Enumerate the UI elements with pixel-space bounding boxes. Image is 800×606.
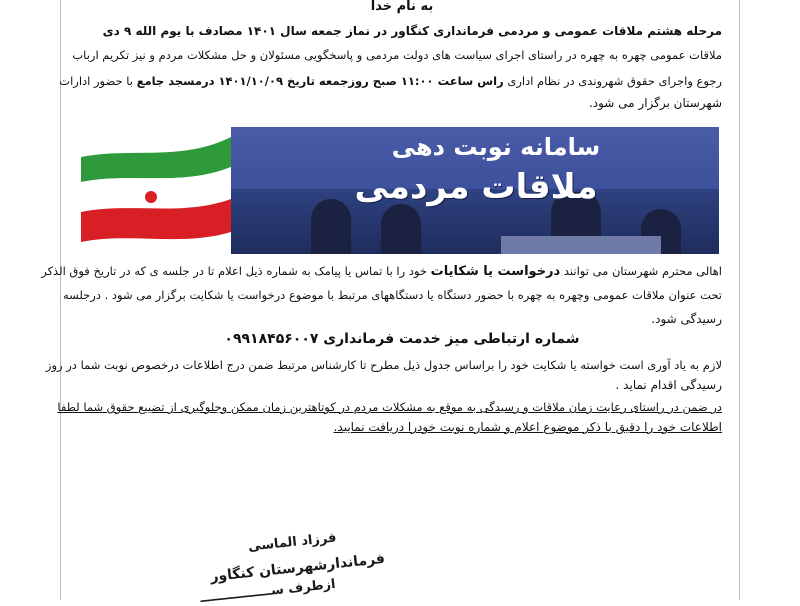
signature-position: فرماندارشهرستان کنگاور <box>209 550 386 586</box>
intro-line-4: شهرستان برگزار می شود. <box>588 96 722 110</box>
reminder-line-2: رسیدگی اقدام نماید . <box>615 378 722 392</box>
person-silhouette <box>381 204 421 254</box>
closing-line-1: در ضمن در راستای رعایت زمان ملاقات و رسیدگی به موقع به مشکلات مردم در کوتاهترین زمان ممکن وجلوگیری از تضییع حقوق شما لطفا <box>57 400 722 414</box>
notice-line-3: رسیدگی شود. <box>651 312 722 326</box>
notice-line-2: تحت عنوان ملاقات عمومی وچهره به چهره با حضور دستگاه یا دستگاههای مرتبط با موضوع درخواست یا شکایت برگزار می شود . درجلسه <box>62 288 722 302</box>
request-complaint-text: درخواست یا شکایات <box>430 264 561 279</box>
intro-line-2: ملاقات عمومی چهره به چهره در راستای اجرای سیاست های دولت مردمی و پاسخگویی مسئولان و حل مشکلات مردم و نیز تکریم ارباب <box>72 48 722 62</box>
closing-line-2: اطلاعات خود را دقیق با ذکر موضوع اعلام و شماره نوبت خودرا دریافت نمایید. <box>333 420 722 434</box>
event-time-location: راس ساعت ۱۱:۰۰ صبح روزجمعه تاریخ ۱۴۰۱/۱۰/۰۹ درمسجد جامع <box>136 74 504 88</box>
intro-line-3-part-c: با حضور ادارات <box>59 74 133 88</box>
intro-line-3 <box>59 72 722 90</box>
notice-line-1-part-a: اهالی محترم شهرستان می توانند <box>563 264 722 278</box>
person-silhouette <box>311 199 351 254</box>
banner-title: ملاقات مردمی <box>354 167 598 207</box>
notice-line-1-part-c: خود را با تماس یا پیامک به شماره ذیل اعلام تا در جلسه ی که در تاریخ فوق الذکر <box>41 264 428 278</box>
right-border-line <box>739 0 740 600</box>
notice-line-1 <box>41 262 722 281</box>
appointment-system-banner <box>81 127 719 254</box>
iran-flag-icon <box>81 127 231 254</box>
meeting-table <box>501 236 661 254</box>
signature-name: فرزاد الماسی <box>247 530 338 555</box>
reminder-line-1: لازم به یاد آوری است خواسته یا شکایت خود را براساس جدول ذیل مطرح تا کارشناس مرتبط ضمن درج اطلاعات درخصوص نوبت شما در روز <box>45 358 722 372</box>
intro-heading: مرحله هشتم ملاقات عمومی و مردمی فرمانداری کنگاور در نماز جمعه سال ۱۴۰۱ مصادف با یوم الله ۹ دی <box>102 24 722 38</box>
intro-line-3-part-a: رجوع واجرای حقوق شهروندی در نظام اداری <box>507 74 722 88</box>
left-border-line <box>60 0 61 600</box>
banner-subtitle: سامانه نوبت دهی <box>391 133 601 161</box>
contact-number-heading: شماره ارتباطی میز خدمت فرمانداری ۰۹۹۱۸۴۵۶۰۰۷ <box>224 331 580 347</box>
basmala-heading: به نام خدا <box>370 0 434 14</box>
document-page <box>41 0 722 600</box>
signature-extra: ازطرف ســــــــــــــــ <box>199 576 337 606</box>
